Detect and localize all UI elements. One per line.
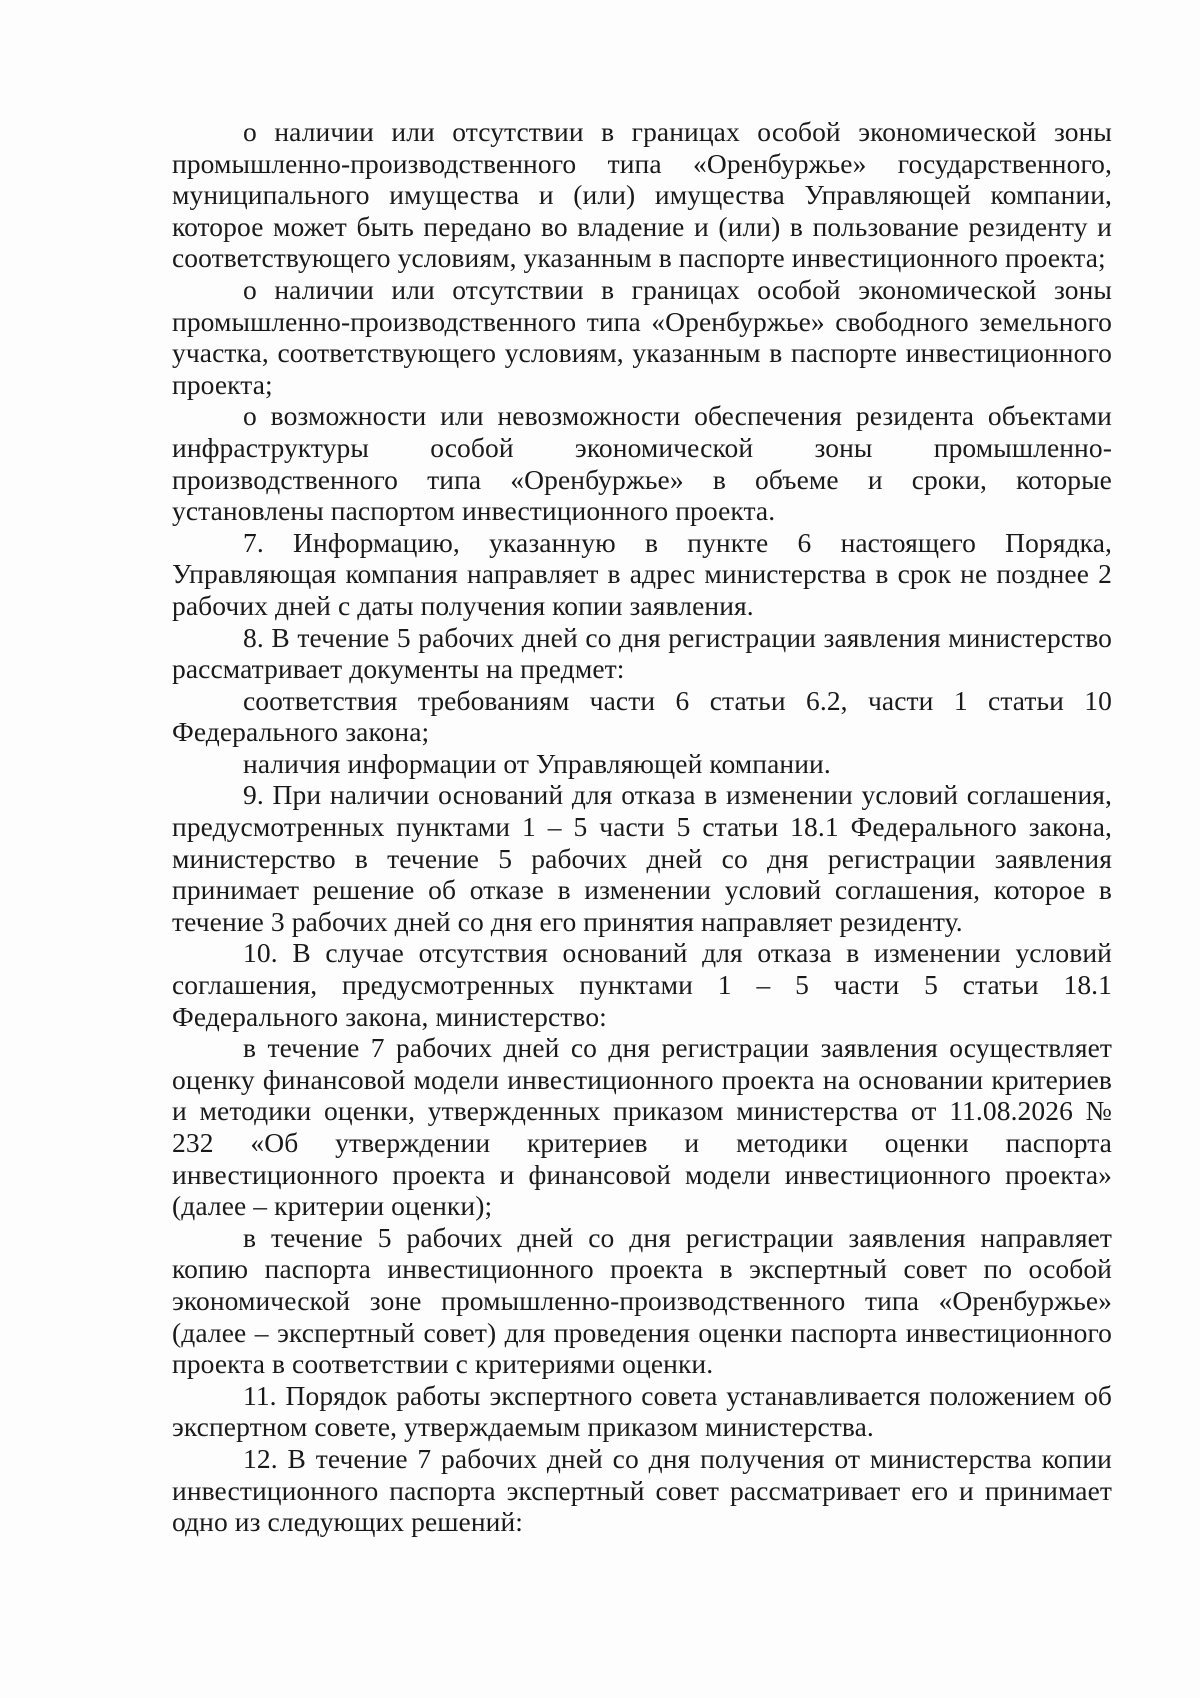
paragraph-clause-12: 12. В течение 7 рабочих дней со дня получения от министерства копии инвестиционного паспорта экспертный совет рассматривает его и принимает одно из следующих решений: [172,1442,1112,1538]
paragraph-clause-10: 10. В случае отсутствия оснований для отказа в изменении условий соглашения, предусмотренных пунктами 1 – 5 части 5 статьи 18.1 Федерального закона, министерство: [172,937,1112,1032]
paragraph-clause-7: 7. Информацию, указанную в пункте 6 настоящего Порядка, Управляющая компания направляет в адрес министерства в срок не позднее 2 рабочих дней с даты получения копии заявления. [172,526,1112,621]
document-body [172,116,1112,1538]
paragraph-clause-10-item-1: в течение 7 рабочих дней со дня регистрации заявления осуществляет оценку финансовой модели инвестиционного проекта на основании критериев и методики оценки, утвержденных приказом министерства от 11.08.2026 № 232 «Об утверждении критериев и методики оценки паспорта инвестиционного проекта и финансовой модели инвестиционного проекта» (далее – критерии оценки); [172,1032,1112,1222]
paragraph-clause-8: 8. В течение 5 рабочих дней со дня регистрации заявления министерство рассматривает документы на предмет: [172,621,1112,685]
paragraph-clause-9: 9. При наличии оснований для отказа в изменении условий соглашения, предусмотренных пунктами 1 – 5 части 5 статьи 18.1 Федерального закона, министерство в течение 5 рабочих дней со дня регистрации заявления принимает решение об отказе в изменении условий соглашения, которое в течение 3 рабочих дней со дня его принятия направляет резиденту. [172,779,1112,937]
paragraph-property-availability: о наличии или отсутствии в границах особой экономической зоны промышленно-производственного типа «Оренбуржье» государственного, муниципального имущества и (или) имущества Управляющей компании, которое может быть передано во владение и (или) в пользование резиденту и соответствующего условиям, указанным в паспорте инвестиционного проекта; [172,116,1112,274]
paragraph-clause-8-item-1: соответствия требованиям части 6 статьи 6.2, части 1 статьи 10 Федерального закона; [172,684,1112,748]
paragraph-clause-11: 11. Порядок работы экспертного совета устанавливается положением об экспертном совете, утверждаемым приказом министерства. [172,1379,1112,1443]
paragraph-clause-8-item-2: наличия информации от Управляющей компании. [243,747,831,779]
paragraph-infrastructure-provision: о возможности или невозможности обеспечения резидента объектами инфраструктуры особой экономической зоны промышленно-производственного типа «Оренбуржье» в объеме и сроки, которые установлены паспортом инвестиционного проекта. [172,400,1112,527]
paragraph-land-plot-availability: о наличии или отсутствии в границах особой экономической зоны промышленно-производственного типа «Оренбуржье» свободного земельного участка, соответствующего условиям, указанным в паспорте инвестиционного проекта; [172,273,1112,400]
paragraph-clause-10-item-2: в течение 5 рабочих дней со дня регистрации заявления направляет копию паспорта инвестиционного проекта в экспертный совет по особой экономической зоне промышленно-производственного типа «Оренбуржье» (далее – экспертный совет) для проведения оценки паспорта инвестиционного проекта в соответствии с критериями оценки. [172,1221,1112,1380]
